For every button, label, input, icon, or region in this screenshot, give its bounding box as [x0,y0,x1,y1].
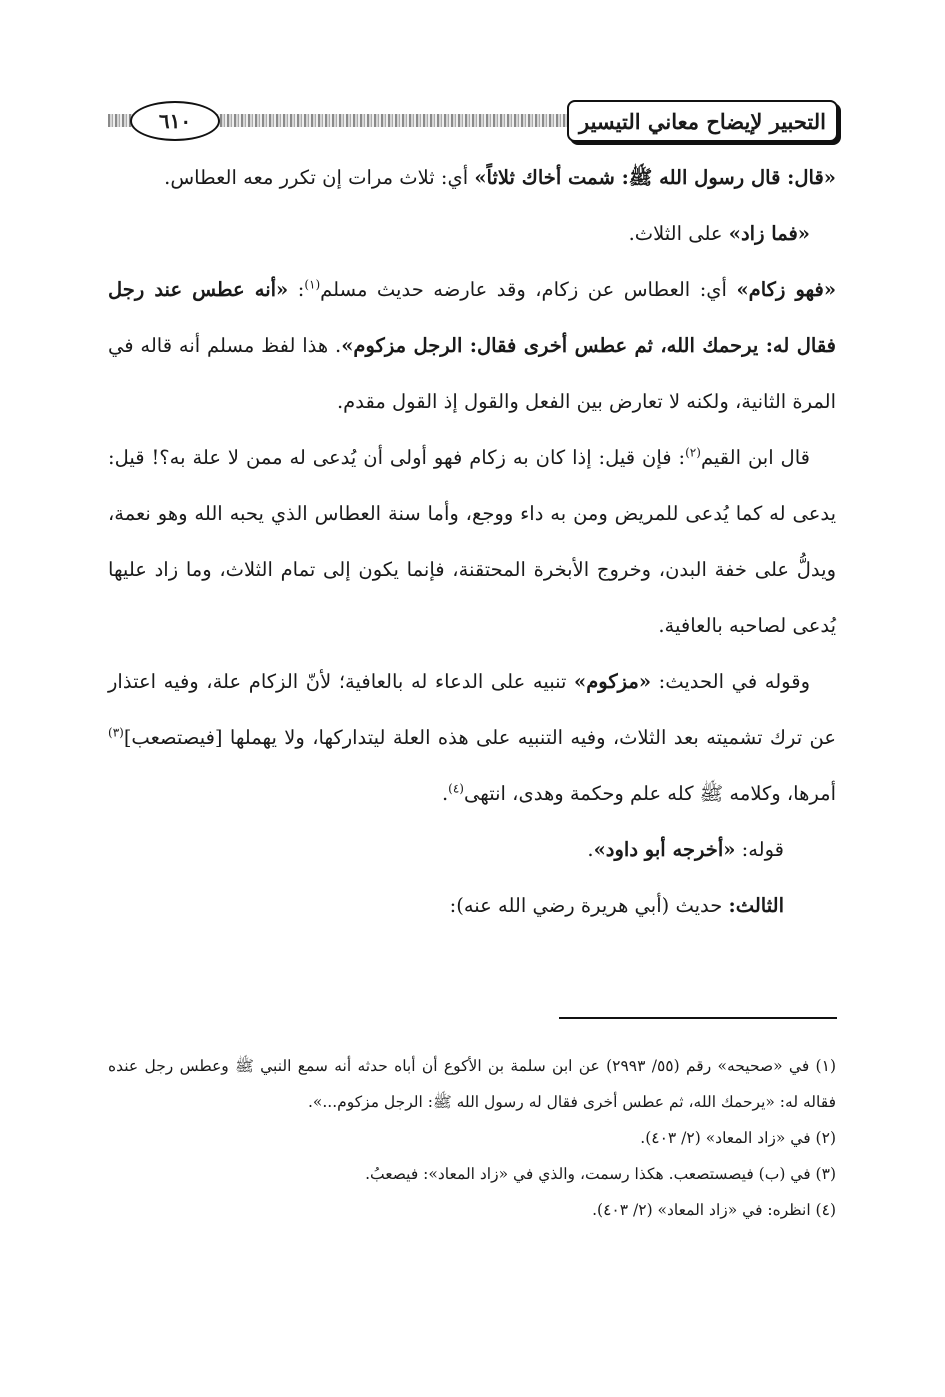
commentary-text: وقوله في الحديث: [651,670,810,693]
footnote-ref-3: (٣) [108,725,124,740]
footnote-ref-1: (١) [304,277,321,292]
hadith-quote: «أنه عطس عند رجل فقال له: يرحمك الله، ثم عطس أخرى فقال: الرجل مزكوم» [108,278,837,357]
hadith-quote: «قال: قال رسول الله ﷺ: شمت أخاك ثلاثاً» [474,166,836,189]
footnote-2: (٢) في «زاد المعاد» (٢/ ٤٠٣). [640,1129,836,1147]
hadith-quote: «مزكوم» [574,670,652,693]
footnote-3: (٣) في (ب) فيصستصعب. هكذا رسمت، والذي في «زاد المعاد»: فيصعبُ. [365,1165,836,1183]
commentary-text: قال ابن القيم [700,446,810,469]
commentary-text: : فإن قيل: إذا كان به زكام فهو أولى أن يُدعى له ممن لا علة به؟! قيل: يدعى له كما يُدعى للمريض ومن به داء ووجع، وأما سنة العطاس الذي يحبه الله وهو نعمة، ويدلُّ على خفة البدن، وخروج الأبخرة المحتقنة، فإنما يكون إلى تمام الثلاث، وما زاد عليها يُدعى لصاحبه بالعافية. [108,446,836,637]
hadith-quote: «أخرجه أبو داود» [593,838,736,861]
paragraph-7 [108,878,836,934]
main-text [108,150,836,934]
footnote-4: (٤) انظره: في «زاد المعاد» (٢/ ٤٠٣). [592,1201,836,1219]
commentary-text: . [587,838,594,861]
commentary-text: على الثلاث. [628,222,729,245]
footnote-1: (١) في «صحيحه» رقم (٥٥/ ٢٩٩٣) عن ابن سلمة بن الأكوع أن أباه حدثه أنه سمع النبي ﷺ وعطس رجل عنده فقاله له: «يرحمك الله، ثم عطس أخرى فقال له رسول الله ﷺ: الرجل مزكوم...». [108,1057,836,1111]
footnote-ref-2: (٢) [685,445,701,460]
paragraph-4 [108,430,836,654]
paragraph-3 [108,262,836,430]
page-number: ٦١٠ [130,101,220,141]
commentary-text: . هذا لفظ مسلم أنه قاله في المرة الثانية، ولكنه لا تعارض بين الفعل والقول إذ القول مقدم. [108,334,836,413]
running-header [108,98,838,142]
commentary-text: أي: ثلاث مرات إن تكرر معه العطاس. [164,166,475,189]
commentary-text: قوله: [735,838,784,861]
commentary-text: أمرها، وكلامه ﷺ كله علم وحكمة وهدى، انتهى [463,782,836,805]
footnotes [108,1048,836,1228]
paragraph-5 [108,654,836,822]
paragraph-6 [108,822,836,878]
book-title: التحبير لإيضاح معاني التيسير [567,100,838,142]
commentary-text: تنبيه على الدعاء له بالعافية؛ لأنّ الزكام علة، وفيه اعتذار عن ترك تشميته بعد الثلاث، وفيه التنبيه على هذه العلة ليتداركها، ولا يهملها [فيصتصعب] [108,670,836,749]
commentary-text: . [441,782,449,805]
commentary-text: حديث (أبي هريرة رضي الله عنه): [449,894,729,917]
section-heading: الثالث: [728,894,784,917]
paragraph-1 [108,150,836,206]
hadith-quote: «فهو زكام» [736,278,837,301]
footnote-separator [559,1017,837,1019]
commentary-text: أي: العطاس عن زكام، وقد عارضه حديث مسلم [320,278,737,301]
commentary-text: : [288,278,305,301]
footnote-ref-4: (٤) [448,781,464,796]
paragraph-2 [108,206,836,262]
hadith-quote: «فما زاد» [728,222,810,245]
